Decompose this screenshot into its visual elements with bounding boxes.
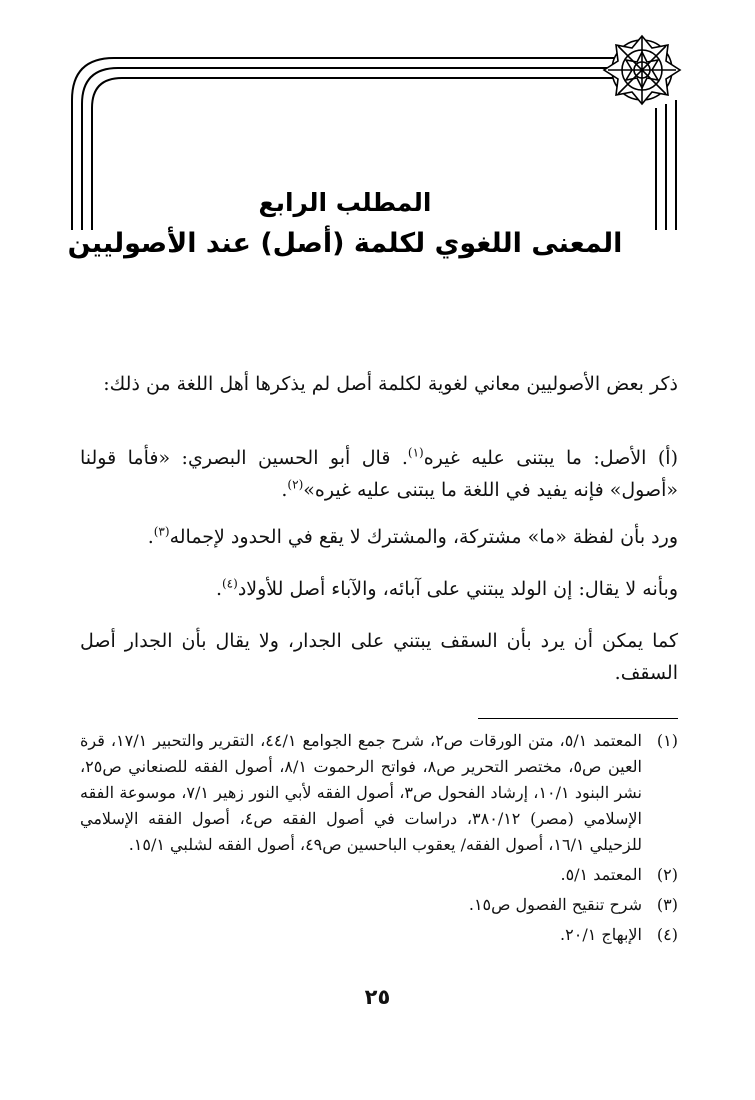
body-paragraph-4: [80, 573, 678, 605]
paragraph-definition-text-b: . قال أبو الحسين البصري: «فأما قولنا «أصول» فإنه يفيد في اللغة ما يبتنى عليه غيره»: [80, 447, 678, 501]
body-paragraph-5: [80, 625, 678, 689]
footnote-1: [80, 728, 678, 858]
footnote-2: [80, 862, 678, 888]
section-subtitle: المعنى اللغوي لكلمة (أصل) عند الأصوليين: [67, 228, 623, 259]
footnote-text: المعتمد ٥/١، متن الورقات ص٢، شرح جمع الجوامع ٤٤/١، التقرير والتحبير ١٧/١، قرة العين ص٥، مختصر التحرير ص٨، فواتح الرحموت ٨/١، أصول الفقه للصنعاني ص٢٥، نشر البنود ١٠/١، إرشاد الفحول ص٣، أصول الفقه لأبي النور زهير ٧/١، موسوعة الفقه الإسلامي (مصر) ٣٨٠/١٢، دراسات في أصول الفقه ص٤، أصول الفقه الإسلامي للزحيلي ١٦/١، أصول الفقه/ يعقوب الباحسين ص٤٩، أصول الفقه لشلبي ١٥/١.: [80, 731, 643, 854]
page-number: ٢٥: [364, 985, 391, 1009]
body-paragraph-3: [80, 521, 678, 553]
paragraph-definition-text-a: (أ) الأصل: ما يبتنى عليه غيره: [423, 447, 678, 469]
footnote-3: [80, 892, 678, 918]
footnote-text: شرح تنقيح الفصول ص١٥.: [468, 895, 642, 914]
footnote-separator: [478, 718, 678, 719]
body-paragraph-2: [80, 442, 678, 506]
footnote-ref-1[interactable]: (١): [407, 445, 424, 460]
paragraph-objection-1: [80, 521, 678, 553]
paragraph-definition-end: .: [281, 479, 288, 501]
footnote-text: الإبهاج ٢٠/١.: [560, 925, 642, 944]
footnote-number: (٣): [656, 895, 678, 914]
section-title: المطلب الرابع: [258, 188, 432, 217]
ornament-star-icon: [604, 36, 680, 104]
paragraph-objection-2: [80, 573, 678, 605]
paragraph-objection-3: كما يمكن أن يرد بأن السقف يبتني على الجدار، ولا يقال بأن الجدار أصل السقف.: [80, 630, 678, 684]
footnote-number: (٢): [656, 865, 678, 884]
footnote-number: (١): [656, 731, 678, 750]
footnotes: [80, 728, 678, 952]
paragraph-objection-1-end: .: [147, 526, 154, 548]
body-paragraph-1: [80, 368, 678, 400]
footnote-ref-3[interactable]: (٣): [153, 524, 170, 539]
paragraph-definition: [80, 442, 678, 506]
footnote-number: (٤): [656, 925, 678, 944]
footnote-4: [80, 922, 678, 948]
paragraph-objection-2-text: وبأنه لا يقال: إن الولد يبتني على آبائه، والآباء أصل للأولاد: [237, 578, 678, 600]
footnote-text: المعتمد ٥/١.: [560, 865, 642, 884]
footnote-ref-2[interactable]: (٢): [287, 477, 304, 492]
paragraph-intro: ذكر بعض الأصوليين معاني لغوية لكلمة أصل لم يذكرها أهل اللغة من ذلك:: [103, 373, 678, 395]
paragraph-objection-2-end: .: [215, 578, 222, 600]
paragraph-objection-1-text: ورد بأن لفظة «ما» مشتركة، والمشترك لا يقع في الحدود لإجماله: [169, 526, 678, 548]
footnote-ref-4[interactable]: (٤): [221, 576, 238, 591]
